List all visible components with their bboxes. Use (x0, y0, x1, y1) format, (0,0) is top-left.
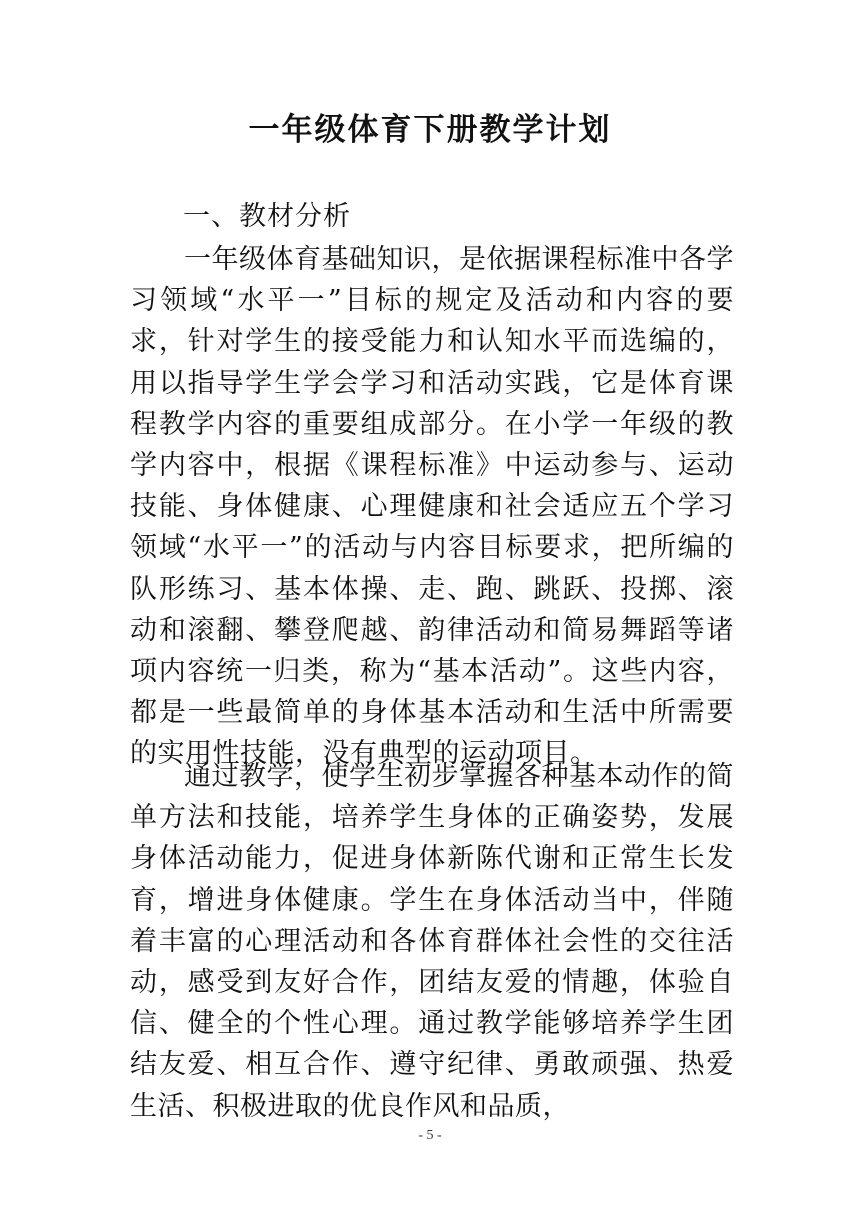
paragraph-2: 通过教学，使学生初步掌握各种基本动作的简单方法和技能，培养学生身体的正确姿势，发展身体活动能力，促进身体新陈代谢和正常生长发育，增进身体健康。学生在身体活动当中，伴随着丰富的心理活动和各体育群体社会性的交往活动，感受到友好合作，团结友爱的情趣，体验自信、健全的个性心理。通过教学能够培养学生团结友爱、相互合作、遵守纪律、勇敢顽强、热爱生活、积极进取的优良作风和品质， (130, 761, 734, 1122)
section-heading: 一、教材分析 (183, 201, 351, 232)
paragraph-1: 一年级体育基础知识，是依据课程标准中各学习领域“水平一”目标的规定及活动和内容的要求，针对学生的接受能力和认知水平而选编的，用以指导学生学会学习和活动实践，它是体育课程教学内容的重要组成部分。在小学一年级的教学内容中，根据《课程标准》中运动参与、运动技能、身体健康、心理健康和社会适应五个学习领域“水平一”的活动与内容目标要求，把所编的队形练习、基本体操、走、跑、跳跃、投掷、滚动和滚翻、攀登爬越、韵律活动和简易舞蹈等诸项内容统一归类，称为“基本活动”。这些内容，都是一些最简单的身体基本活动和生活中所需要的实用性技能，没有典型的运动项目。 (130, 244, 734, 770)
document-title: 一年级体育下册教学计划 (248, 112, 612, 148)
page-number: - 5 - (418, 1128, 442, 1143)
